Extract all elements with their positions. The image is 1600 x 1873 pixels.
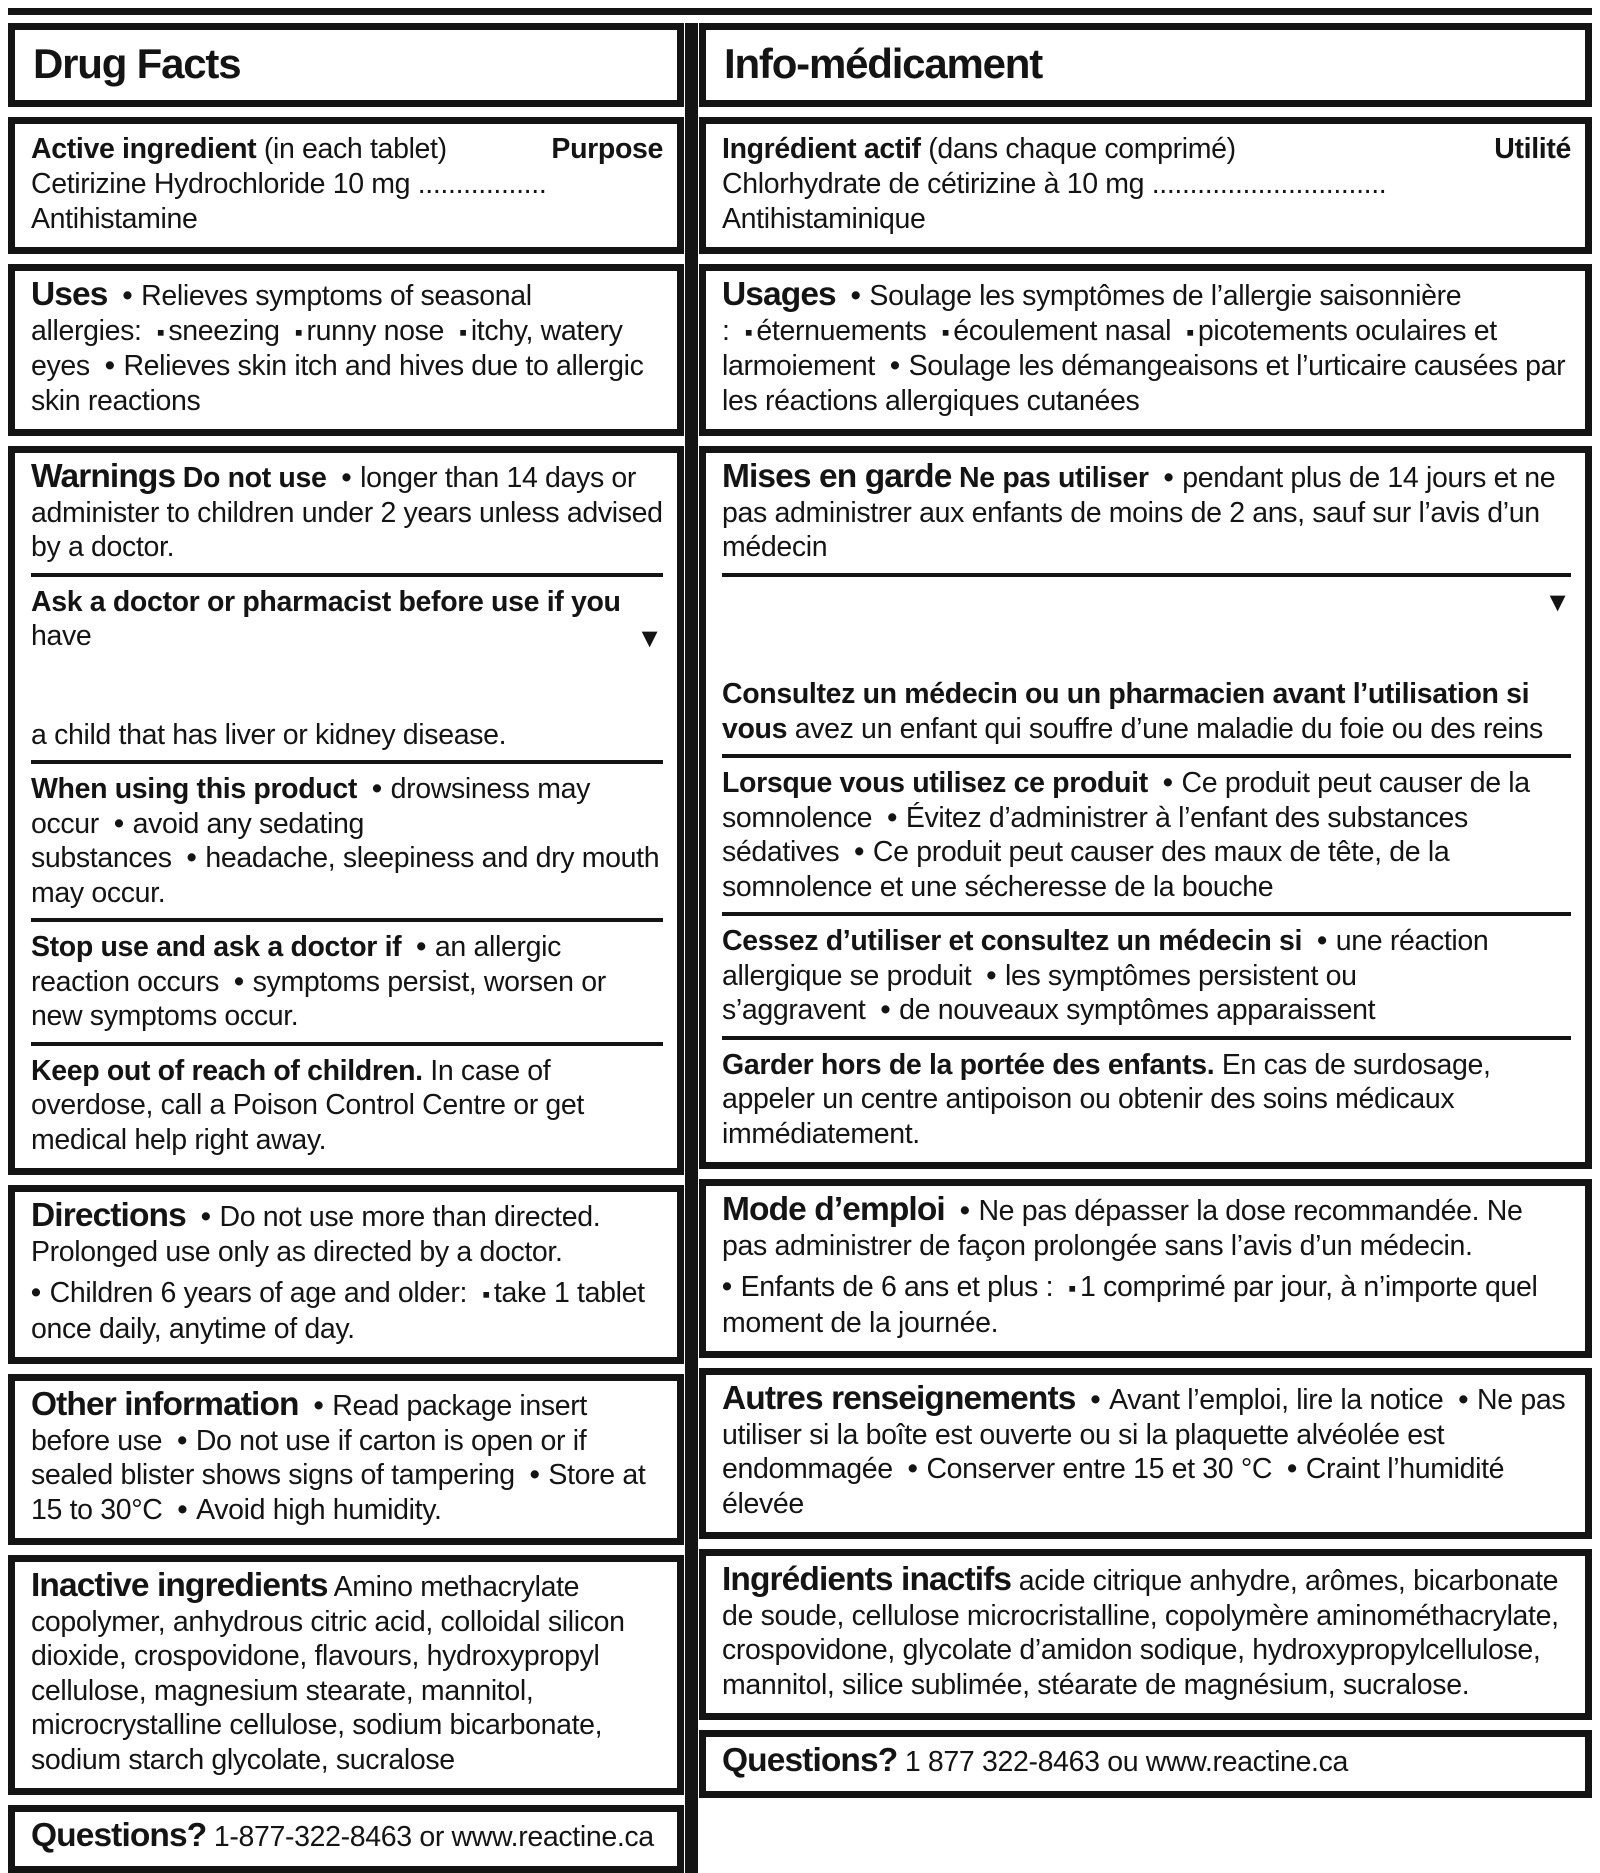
body-text: symptoms persist, worsen or new symptoms occur.: [31, 965, 606, 1032]
section-ingredients-inactifs: [699, 1549, 1592, 1720]
body-text: de nouveaux symptômes apparaissent: [899, 994, 1376, 1026]
subsection-divider: [31, 1042, 663, 1046]
body-text: Read package insert before use: [31, 1390, 587, 1457]
fold-gap: [722, 619, 1571, 677]
section-heading: Uses: [31, 276, 108, 313]
body-text: longer than 14 days or administer to children under 2 years unless advised by a doctor.: [31, 462, 663, 563]
bullet-icon: •: [341, 462, 352, 494]
bullet-icon: •: [416, 931, 426, 963]
paragraph: [722, 1193, 1571, 1263]
section-mises-en-garde: [699, 446, 1592, 1169]
section-heading: Questions?: [31, 1817, 207, 1854]
square-bullet-icon: ▪: [1186, 318, 1194, 345]
body-text: Ce produit peut causer des maux de tête, de la somnolence et une sécheresse de la bouche: [722, 836, 1450, 903]
body-text: une réaction allergique se produit: [722, 925, 1489, 992]
bullet-icon: •: [1317, 925, 1327, 957]
section-heading: Directions: [31, 1197, 186, 1234]
bullet-icon: •: [907, 1453, 918, 1485]
paragraph: [31, 1569, 663, 1777]
panel-title: Info-médicament: [724, 40, 1043, 87]
square-bullet-icon: ▪: [482, 1281, 490, 1307]
section-info-medicament-title: [699, 23, 1592, 107]
subsection-divider: [31, 573, 663, 577]
paragraph: [722, 677, 1571, 746]
body-text: Avant l’emploi, lire la notice: [1109, 1384, 1444, 1416]
section-inactive-ingredients: [8, 1555, 684, 1795]
bullet-icon: •: [850, 280, 861, 312]
paragraph: [722, 1048, 1571, 1152]
section-other-information: [8, 1374, 684, 1545]
bold-text: Ask a doctor or pharmacist before use if you: [31, 585, 621, 618]
paragraph: [722, 1744, 1571, 1780]
ingredient-header-row: [722, 131, 1571, 167]
bold-text: When using this product: [31, 773, 358, 805]
body-text: (in each tablet): [256, 133, 447, 165]
paragraph: [722, 766, 1571, 904]
body-text: 1 877 322-8463 ou www.reactine.ca: [897, 1746, 1349, 1778]
section-directions: [8, 1185, 684, 1364]
paragraph: [31, 1819, 663, 1855]
bullet-icon: •: [234, 965, 244, 998]
body-text: headache, sleepiness and dry mouth may occur.: [31, 842, 660, 909]
bullet-icon: •: [959, 1195, 970, 1227]
bold-text: Utilité: [1494, 133, 1571, 165]
paragraph: [31, 930, 663, 1034]
bullet-icon: •: [177, 1493, 188, 1526]
bullet-icon: •: [372, 773, 382, 805]
label-columns: [8, 23, 1592, 1873]
paragraph: [722, 585, 1571, 620]
subsection-divider: [722, 1036, 1571, 1040]
bullet-icon: •: [113, 807, 124, 840]
square-bullet-icon: ▪: [294, 318, 303, 345]
paragraph: [722, 278, 1571, 418]
body-text: drowsiness may occur: [31, 773, 591, 840]
body-text: Évitez d’administrer à l’enfant des substances sédatives: [722, 801, 1468, 868]
subsection-divider: [722, 754, 1571, 758]
body-text: Relieves skin itch and hives due to allergic skin reactions: [31, 350, 644, 417]
body-text: Chlorhydrate de cétirizine à 10 mg ............................... Antihistaminique: [722, 168, 1387, 235]
bold-text: Stop use and ask a doctor if: [31, 931, 402, 963]
subsection-divider: [722, 912, 1571, 916]
bullet-icon: •: [722, 1271, 732, 1303]
body-text: éternuements: [756, 314, 927, 347]
bold-text: Do not use: [175, 462, 327, 494]
section-heading: Usages: [722, 276, 836, 313]
body-text: acide citrique anhydre, arômes, bicarbonate de soude, cellulose microcristalline, copolymère aminométhacrylate, crospovidone, glycolate d’amidon sodique, hydroxypropylcellulose, mannitol, silice sublimée, stéarate de magnésium, sucralose.: [722, 1565, 1559, 1701]
section-heading: Other information: [31, 1386, 299, 1423]
section-heading: Inactive ingredients: [31, 1567, 328, 1604]
purpose-heading: [1494, 131, 1571, 167]
bold-text: Purpose: [551, 133, 663, 165]
body-text: écoulement nasal: [953, 314, 1172, 347]
column-french: [699, 23, 1592, 1873]
paragraph: [722, 1563, 1571, 1702]
body-text: take 1 tablet once daily, anytime of day.: [31, 1277, 645, 1345]
section-heading: Mises en garde: [722, 458, 952, 495]
body-text: Soulage les symptômes de l’allergie saisonnière :: [722, 280, 1462, 347]
bold-text: Active ingredient: [31, 133, 257, 165]
paragraph: [31, 1276, 663, 1346]
section-heading: Ingrédients inactifs: [722, 1561, 1012, 1598]
paragraph: [31, 585, 663, 654]
continuation-arrow-icon: ▼: [1544, 586, 1571, 617]
body-text: (dans chaque comprimé): [920, 133, 1236, 165]
section-warnings: [8, 446, 684, 1175]
bold-text: Ne pas utiliser: [951, 462, 1149, 494]
paragraph: [722, 167, 1571, 236]
section-ingredient-actif: [699, 117, 1592, 254]
paragraph: [31, 1388, 663, 1527]
square-bullet-icon: ▪: [156, 318, 165, 345]
section-drug-facts-title: [8, 23, 684, 107]
paragraph: [722, 1382, 1571, 1521]
body-text: 1 comprimé par jour, à n’importe quel moment de la journée.: [722, 1271, 1538, 1339]
bold-text: Keep out of reach of children.: [31, 1054, 423, 1087]
body-text: Ce produit peut causer de la somnolence: [722, 767, 1530, 834]
body-text: In case of overdose, call a Poison Control Centre or get medical help right away.: [31, 1054, 584, 1156]
section-questions-fr: [699, 1730, 1592, 1798]
section-heading: Mode d’emploi: [722, 1191, 945, 1228]
body-text: itchy, watery eyes: [31, 314, 623, 382]
column-divider: [685, 23, 698, 1873]
section-usages: [699, 264, 1592, 436]
body-text: les symptômes persistent ou s’aggravent: [722, 959, 1357, 1026]
body-text: Cetirizine Hydrochloride 10 mg ................. Antihistamine: [31, 168, 547, 235]
section-questions-en: [8, 1805, 684, 1873]
bullet-icon: •: [854, 836, 864, 868]
paragraph: [31, 718, 663, 753]
section-heading: Warnings: [31, 458, 176, 495]
paragraph: [722, 1270, 1571, 1340]
bullet-icon: •: [889, 350, 900, 382]
paragraph: [31, 278, 663, 418]
bullet-icon: •: [887, 801, 897, 834]
bullet-icon: •: [186, 842, 197, 874]
body-text: Ne pas dépasser la dose recommandée. Ne pas administrer de façon prolongée sans l’avis d’un médecin.: [722, 1195, 1523, 1262]
body-text: picotements oculaires et larmoiement: [722, 314, 1497, 382]
ingredient-heading: [31, 131, 447, 167]
fold-gap: [31, 654, 663, 718]
body-text: pendant plus de 14 jours et ne pas administrer aux enfants de moins de 2 ans, sauf sur l’avis d’un médecin: [722, 462, 1556, 563]
subsection-divider: [722, 573, 1571, 577]
section-mode-demploi: [699, 1179, 1592, 1358]
paragraph: [722, 460, 1571, 565]
subsection-divider: [31, 918, 663, 922]
paragraph: [31, 167, 663, 236]
body-text: runny nose: [306, 314, 444, 347]
bullet-icon: •: [529, 1459, 540, 1491]
bullet-icon: •: [31, 1277, 41, 1309]
panel-title: Drug Facts: [33, 40, 241, 87]
bullet-icon: •: [200, 1201, 211, 1233]
bullet-icon: •: [986, 959, 996, 992]
bullet-icon: •: [1458, 1384, 1469, 1416]
bullet-icon: •: [313, 1390, 324, 1422]
subsection-divider: [31, 760, 663, 764]
continuation-arrow-icon: ▼: [636, 623, 663, 653]
ingredient-heading: [722, 131, 1236, 167]
bullet-icon: •: [1163, 462, 1174, 494]
top-border-bar: [8, 8, 1592, 15]
body-text: Avoid high humidity.: [196, 1493, 442, 1526]
paragraph: [31, 460, 663, 565]
square-bullet-icon: ▪: [744, 318, 753, 345]
body-text: have: [31, 620, 92, 652]
body-text: Amino methacrylate copolymer, anhydrous citric acid, colloidal silicon dioxide, crospovidone, flavours, hydroxypropyl cellulose, magnesium stearate, mannitol, microcrystalline cellulose, sodium bicarbonate, sodium starch glycolate, sucralose: [31, 1571, 625, 1776]
body-text: Craint l’humidité élevée: [722, 1453, 1505, 1520]
body-text: Relieves symptoms of seasonal allergies:: [31, 280, 532, 347]
bold-text: Consultez un médecin ou un pharmacien avant l’utilisation si vous: [722, 678, 1530, 745]
body-text: 1-877-322-8463 or www.reactine.ca: [206, 1821, 654, 1853]
bullet-icon: •: [1162, 767, 1173, 799]
body-text: avez un enfant qui souffre d’une maladie du foie ou des reins: [787, 712, 1543, 745]
paragraph: [31, 772, 663, 910]
bullet-icon: •: [880, 994, 891, 1026]
body-text: Ne pas utiliser si la boîte est ouverte ou si la plaquette alvéolée est endommagée: [722, 1384, 1566, 1485]
body-text: Children 6 years of age and older:: [49, 1277, 468, 1309]
paragraph: [31, 1054, 663, 1158]
column-english: [8, 23, 684, 1873]
bold-text: Garder hors de la portée des enfants.: [722, 1048, 1215, 1081]
body-text: sneezing: [168, 314, 280, 347]
ingredient-header-row: [31, 131, 663, 167]
section-uses: [8, 264, 684, 436]
body-text: a child that has liver or kidney disease.: [31, 718, 507, 751]
purpose-heading: [551, 131, 663, 167]
body-text: avoid any sedating substances: [31, 807, 364, 874]
body-text: Conserver entre 15 et 30 °C: [926, 1453, 1273, 1485]
section-heading: Autres renseignements: [722, 1380, 1076, 1417]
section-heading: Questions?: [722, 1742, 898, 1779]
bullet-icon: •: [177, 1424, 187, 1457]
body-text: Soulage les démangeaisons et l’urticaire causées par les réactions allergiques cutanées: [722, 350, 1566, 417]
bullet-icon: •: [1287, 1453, 1297, 1485]
bullet-icon: •: [1090, 1384, 1101, 1416]
body-text: Enfants de 6 ans et plus :: [740, 1271, 1054, 1303]
bold-text: Ingrédient actif: [722, 133, 921, 165]
bullet-icon: •: [122, 280, 133, 312]
square-bullet-icon: ▪: [1068, 1275, 1076, 1301]
body-text: an allergic reaction occurs: [31, 931, 561, 998]
body-text: Do not use more than directed. Prolonged use only as directed by a doctor.: [31, 1201, 601, 1268]
paragraph: [722, 924, 1571, 1028]
section-active-ingredient: [8, 117, 684, 254]
bold-text: Lorsque vous utilisez ce produit: [722, 767, 1148, 799]
body-text: Store at 15 to 30°C: [31, 1459, 646, 1526]
square-bullet-icon: ▪: [941, 318, 950, 345]
square-bullet-icon: ▪: [459, 318, 467, 345]
body-text: Do not use if carton is open or if sealed blister shows signs of tampering: [31, 1424, 587, 1491]
paragraph: [31, 1199, 663, 1269]
bold-text: Cessez d’utiliser et consultez un médecin si: [722, 925, 1303, 957]
section-autres-renseignements: [699, 1368, 1592, 1539]
bullet-icon: •: [104, 350, 115, 382]
body-text: En cas de surdosage, appeler un centre antipoison ou obtenir des soins médicaux immédiatement.: [722, 1048, 1491, 1150]
